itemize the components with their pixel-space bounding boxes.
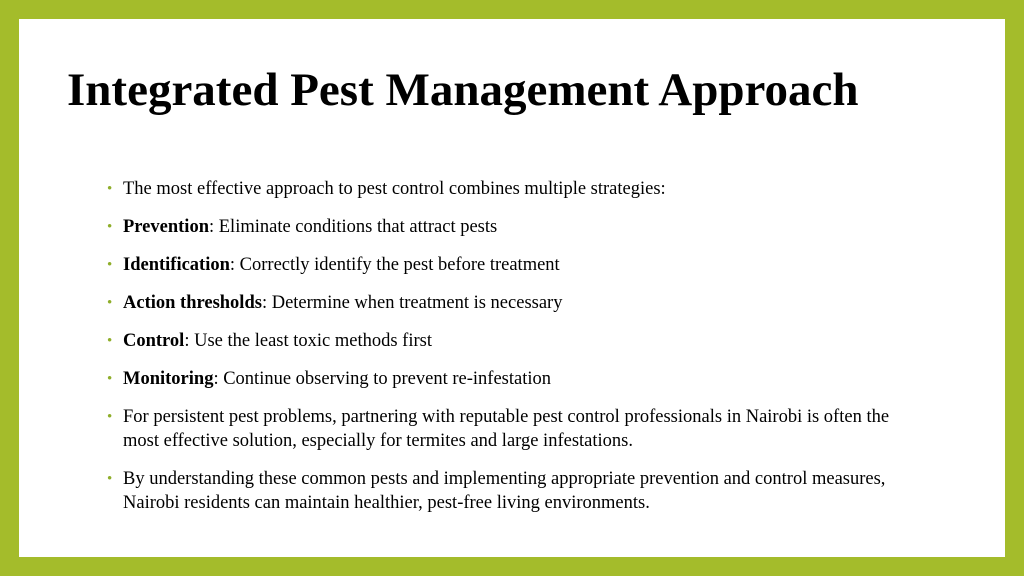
bullet-term: Prevention xyxy=(123,217,209,237)
bullet-dot-icon: • xyxy=(107,471,113,487)
bullet-dot-icon: • xyxy=(107,181,113,197)
bullet-text: For persistent pest problems, partnering with reputable pest control professionals in Nairobi is often the most effective solution, especially for termites and large infestations. xyxy=(123,407,890,451)
bullet-list xyxy=(105,177,925,529)
bullet-text: : Eliminate conditions that attract pests xyxy=(208,217,498,237)
bullet-dot-icon: • xyxy=(107,371,113,387)
bullet-item-monitoring xyxy=(105,367,925,391)
bullet-dot-icon: • xyxy=(107,295,113,311)
bullet-text: : Determine when treatment is necessary xyxy=(261,293,563,313)
bullet-dot-icon: • xyxy=(107,257,113,273)
bullet-term: Monitoring xyxy=(123,369,214,389)
bullet-dot-icon: • xyxy=(107,333,113,349)
bullet-text: By understanding these common pests and implementing appropriate prevention and control measures, Nairobi residents can maintain healthier, pest-free living environments. xyxy=(123,469,886,513)
slide-content-area xyxy=(19,19,1005,557)
bullet-term: Identification xyxy=(123,255,230,275)
bullet-item-professionals xyxy=(105,405,925,453)
bullet-item-control xyxy=(105,329,925,353)
bullet-term: Control xyxy=(123,331,185,351)
bullet-item-conclusion xyxy=(105,467,925,515)
bullet-item-intro xyxy=(105,177,925,201)
bullet-text: : Use the least toxic methods first xyxy=(184,331,432,351)
bullet-item-prevention xyxy=(105,215,925,239)
bullet-text: The most effective approach to pest control combines multiple strategies: xyxy=(123,179,666,199)
bullet-text: : Continue observing to prevent re-infestation xyxy=(213,369,551,389)
bullet-term: Action thresholds xyxy=(123,293,262,313)
bullet-dot-icon: • xyxy=(107,219,113,235)
slide-title: Integrated Pest Management Approach xyxy=(67,64,859,116)
bullet-item-action-thresholds xyxy=(105,291,925,315)
bullet-text: : Correctly identify the pest before treatment xyxy=(229,255,560,275)
bullet-item-identification xyxy=(105,253,925,277)
bullet-dot-icon: • xyxy=(107,409,113,425)
